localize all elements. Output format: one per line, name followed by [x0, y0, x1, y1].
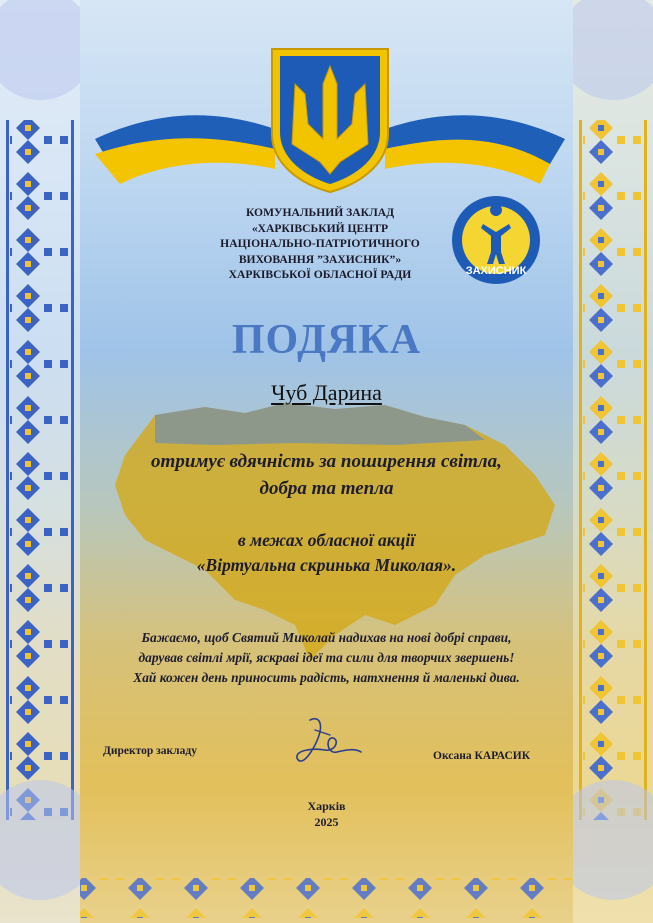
city: Харків	[307, 799, 346, 813]
organization-name	[150, 205, 490, 283]
body-line: отримує вдячність за поширення світла,	[151, 451, 502, 472]
body-line: «Віртуальна скринька Миколая».	[196, 555, 457, 575]
coat-of-arms-ribbon	[90, 44, 570, 194]
place-and-year	[0, 798, 653, 830]
recipient-name	[0, 380, 653, 406]
signature-name: Оксана КАРАСИК	[433, 750, 531, 762]
wish-line: Бажаємо, щоб Святий Миколай надихав на нові добрі справи,	[141, 630, 512, 645]
wish-line: дарував світлі мрії, яскраві ідеї та сили для творчих звершень!	[138, 650, 515, 665]
body-line: добра та тепла	[259, 478, 394, 499]
org-line: ВИХОВАННЯ ”ЗАХИСНИК”»	[238, 252, 402, 266]
recipient-name-text: Чуб Дарина	[271, 380, 382, 405]
bottom-ornament-border	[0, 848, 653, 923]
signature-role: Директор закладу	[103, 745, 197, 757]
wishes-block	[0, 628, 653, 688]
org-line: ХАРКІВСЬКОЇ ОБЛАСНОЇ РАДИ	[228, 268, 412, 281]
body-line: в межах обласної акції	[237, 530, 416, 550]
wish-line: Хай кожен день приносить радість, натхнення й маленькі дива.	[133, 670, 520, 685]
certificate-title: ПОДЯКА	[231, 317, 422, 363]
handwritten-signature	[285, 710, 365, 780]
zakhysnyk-logo	[443, 194, 549, 286]
trident-shield-icon	[272, 49, 388, 192]
org-line: «ХАРКІВСЬКИЙ ЦЕНТР	[251, 221, 389, 235]
year: 2025	[314, 815, 339, 829]
org-line: НАЦІОНАЛЬНО-ПАТРІОТИЧНОГО	[220, 237, 420, 250]
logo-text: ЗАХИСНИК	[465, 265, 527, 277]
org-line: КОМУНАЛЬНИЙ ЗАКЛАД	[245, 206, 395, 219]
